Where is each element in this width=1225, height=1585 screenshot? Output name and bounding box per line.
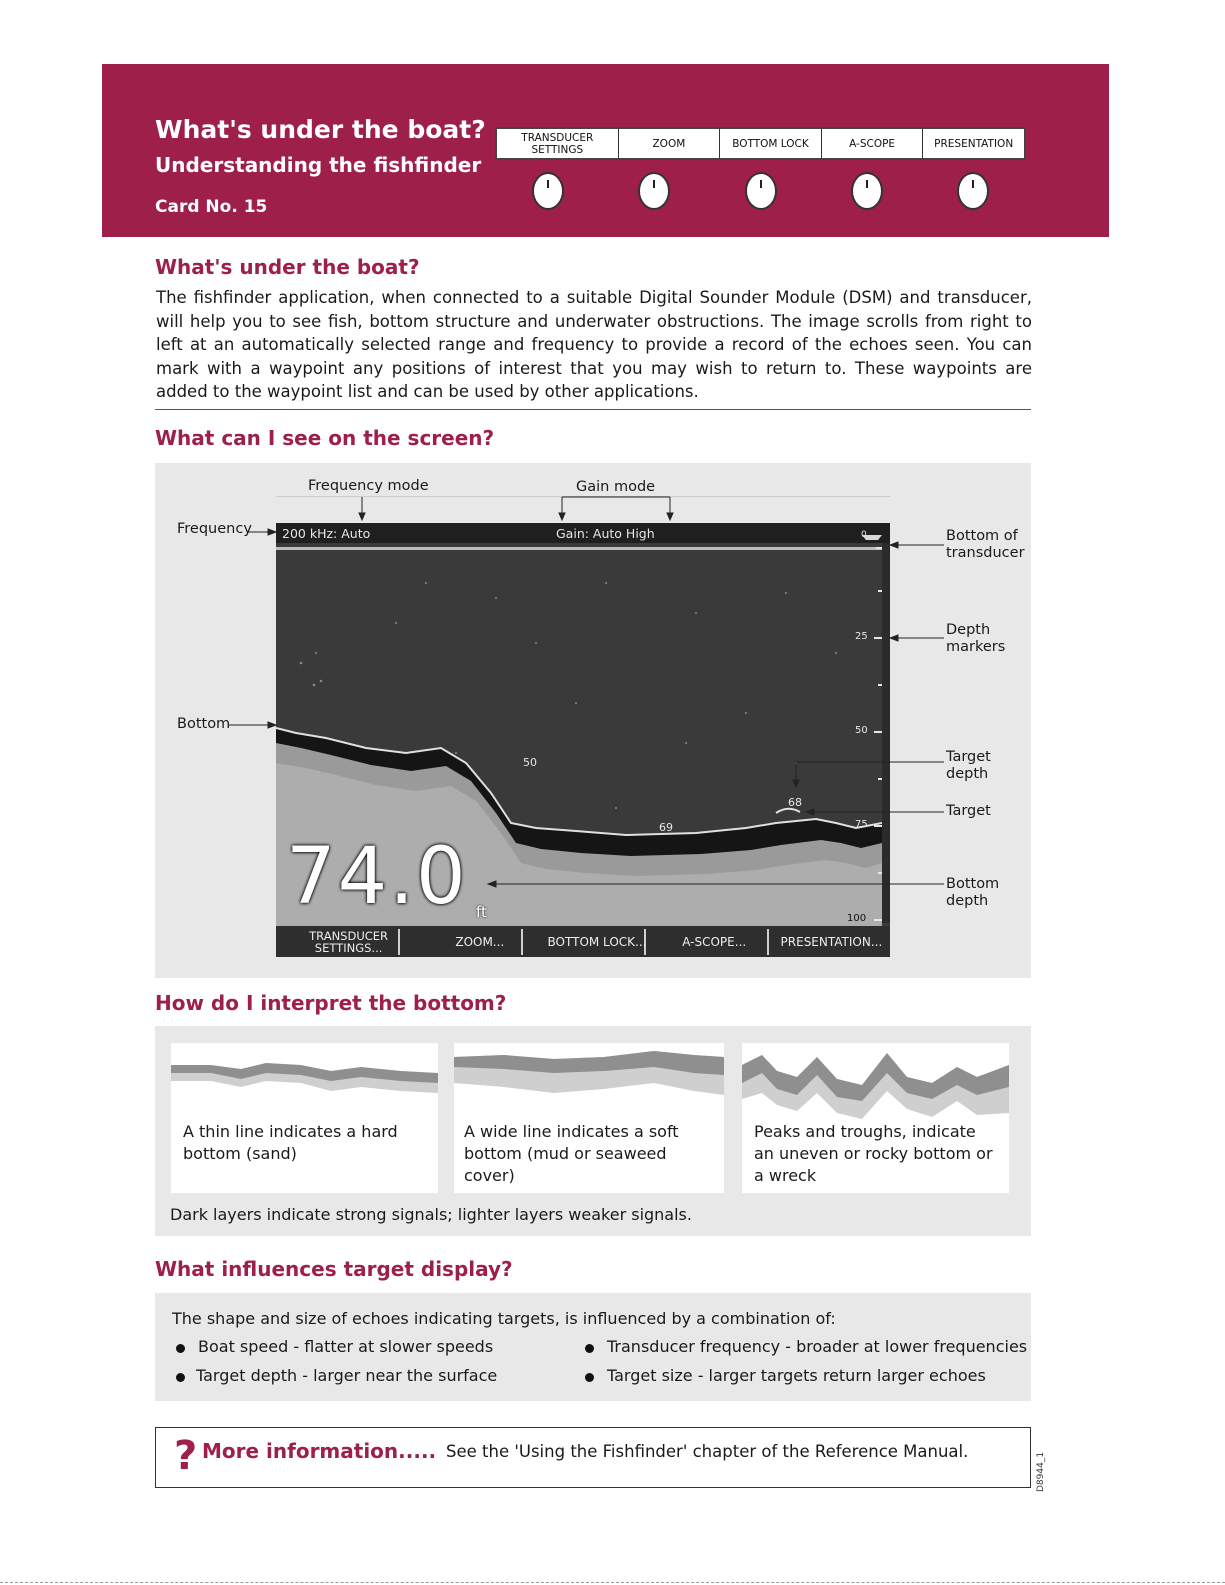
softkey-transducer-settings: TRANSDUCER SETTINGS [521,131,594,156]
question-mark-icon: ? [174,1433,198,1479]
depth-unit: ft [476,903,487,921]
depth-scale-label: 0 [861,530,867,540]
label-gain-mode: Gain mode [576,479,656,495]
target-depth-label: 50 [523,756,537,769]
softkey-a-scope: A-SCOPE [821,129,923,158]
bullet-icon [176,1373,185,1382]
label-bottom-of-transducer: Bottom of transducer [946,528,1025,561]
bullet-icon [585,1344,594,1353]
screen-softkey-transducer-settings: TRANSDUCER SETTINGS... [309,928,389,955]
section-heading-target: What influences target display? [155,1257,513,1281]
section-heading-under-boat: What's under the boat? [155,255,420,279]
panel-rocky-bottom-text: Peaks and troughs, indicate an uneven or rocky bottom or a wreck [754,1122,993,1185]
bullet-transducer-frequency: Transducer frequency - broader at lower frequencies [607,1337,1028,1356]
label-bottom-depth: Bottom depth [946,876,1000,909]
soft-bottom-illustration [454,1043,724,1103]
depth-readout: 74.0 [286,832,468,922]
screen-softkey-bottom-lock: BOTTOM LOCK... [547,934,647,949]
panel-hard-bottom-text: A thin line indicates a hard bottom (sand) [183,1122,398,1163]
bullet-target-depth: Target depth - larger near the surface [196,1366,498,1385]
label-depth-markers: Depth markers [946,622,1006,655]
target-intro: The shape and size of echoes indicating targets, is influenced by a combination of: [172,1309,836,1328]
depth-scale-label: 50 [855,725,868,736]
more-info-title: More information..... [202,1439,437,1463]
panel-soft-bottom [454,1043,724,1193]
page-cut-line [0,1582,1225,1583]
section-heading-screen: What can I see on the screen? [155,426,495,450]
panel-soft-bottom-text: A wide line indicates a soft bottom (mud or seaweed cover) [464,1122,679,1185]
softkey-presentation: PRESENTATION [922,129,1024,158]
depth-scale-label: 75 [855,819,868,830]
target-depth-label: 69 [659,821,673,834]
screen-softkey-presentation: PRESENTATION... [780,934,883,949]
label-target: Target [946,803,991,819]
hard-bottom-illustration [171,1043,438,1103]
frequency-status: 200 kHz: Auto [282,526,371,541]
label-frequency: Frequency [177,521,252,537]
target-depth-label: 68 [788,796,802,809]
reference-code: D8944_1 [1036,1451,1046,1492]
gain-status: Gain: Auto High [556,526,655,541]
label-target-depth: Target depth [946,749,991,782]
bullet-target-size: Target size - larger targets return larger echoes [607,1366,986,1385]
section-body-under-boat: The fishfinder application, when connected to a suitable Digital Sounder Module (DSM) and transducer, will help you to see fish, bottom structure and underwater obstructions. The image scrolls from right to left at an automatically selected range and frequency to provide a record of the echoes seen. You can mark with a waypoint any positions of interest that you may wish to return to. These waypoints are added to the waypoint list and can be used by other applications. [156,288,1032,401]
screen-softkey-zoom: ZOOM... [455,934,505,949]
bullet-boat-speed: Boat speed - flatter at slower speeds [198,1337,494,1356]
section-heading-bottom: How do I interpret the bottom? [155,991,507,1015]
softkey-bottom-lock: BOTTOM LOCK [719,129,821,158]
more-info-text: See the 'Using the Fishfinder' chapter of the Reference Manual. [446,1442,969,1461]
rocky-bottom-illustration [742,1043,1009,1123]
label-frequency-mode: Frequency mode [308,478,429,494]
softkey-zoom: ZOOM [618,129,720,158]
depth-scale-label: 100 [847,913,867,924]
label-bottom: Bottom [177,716,231,732]
panel-rocky-bottom [742,1043,1009,1193]
signal-strength-note: Dark layers indicate strong signals; lighter layers weaker signals. [170,1205,692,1224]
card-title: What's under the boat? [155,115,486,144]
card-number: Card No. 15 [155,197,268,217]
panel-hard-bottom [171,1043,438,1193]
screen-softkey-a-scope: A-SCOPE... [682,934,747,949]
card-subtitle: Understanding the fishfinder [155,153,482,177]
depth-scale-label: 25 [855,631,868,642]
bullet-icon [176,1344,185,1353]
bullet-icon [585,1373,594,1382]
